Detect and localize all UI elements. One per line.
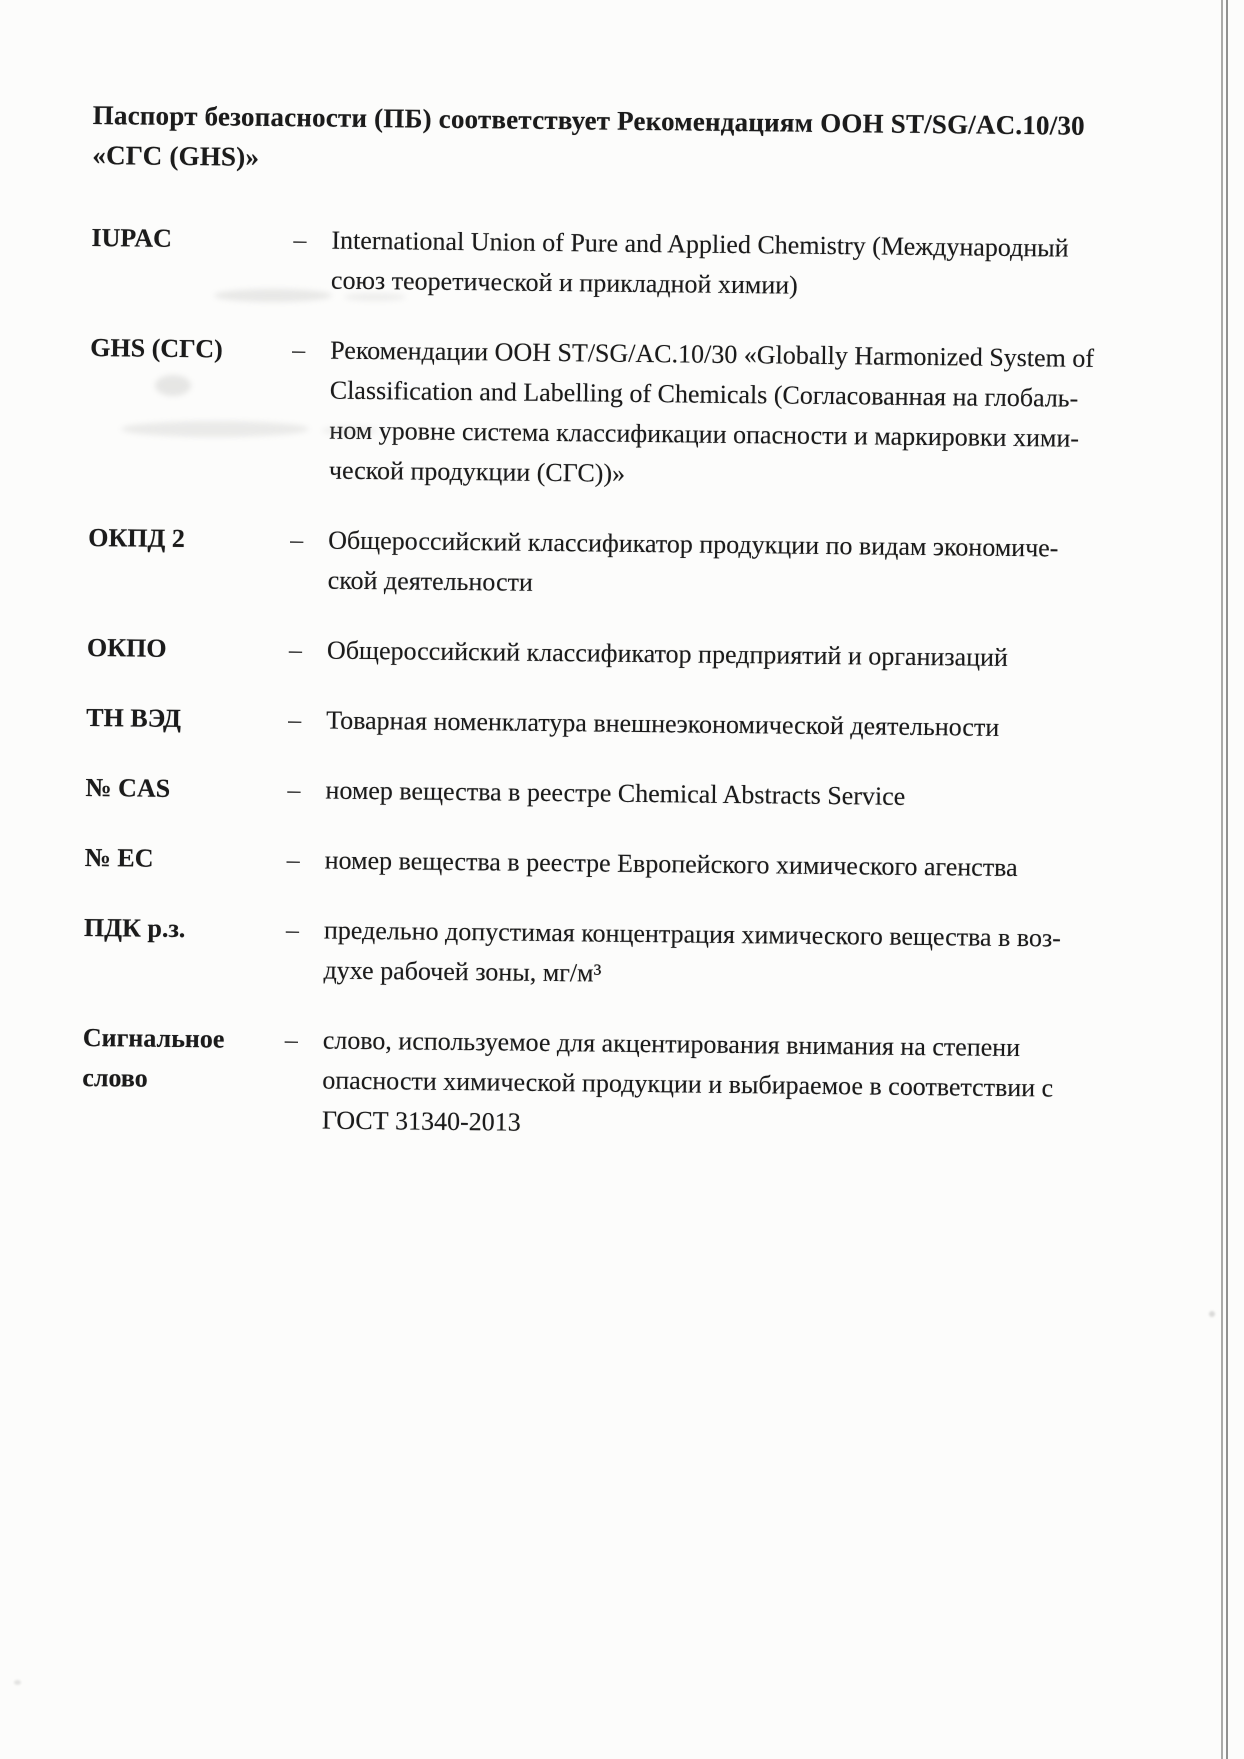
glossary-separator-dash: –	[292, 335, 306, 365]
glossary-definition-line: опасности химической продукции и выбираемое в соответствии с	[322, 1065, 1054, 1103]
glossary-term-line: ПДК р.з.	[83, 912, 186, 944]
glossary-term	[87, 628, 283, 670]
glossary-separator-dash: –	[285, 915, 300, 945]
glossary-definition-line: ческой продукции (СГС))»	[328, 455, 626, 488]
document-title-line: Паспорт безопасности (ПБ) соответствует Рекомендациям ООН ST/SG/AC.10/30	[92, 99, 1085, 141]
glossary-definition	[328, 521, 1129, 610]
glossary-definition-line: духе рабочей зоны, мг/м³	[323, 955, 602, 988]
scan-smudge	[155, 375, 191, 396]
glossary-term	[85, 768, 281, 810]
scan-smudge	[322, 426, 378, 435]
document-title-line: «СГС (GHS)»	[92, 139, 260, 172]
scan-page-edge-line	[1226, 0, 1228, 1759]
glossary-entry-tn-ved	[86, 698, 1126, 749]
glossary-definition	[322, 1021, 1123, 1150]
glossary-term-line: ОКПО	[86, 632, 167, 663]
glossary-definition	[329, 331, 1131, 500]
glossary-term	[82, 1018, 279, 1100]
glossary-term-line: № ЕС	[84, 842, 154, 873]
scan-page-edge-line	[1221, 0, 1223, 1759]
document-content	[81, 95, 1133, 1179]
glossary-definition	[325, 771, 1125, 820]
glossary-definition-line: Общероссийский классификатор продукции по видам экономиче-	[328, 525, 1059, 563]
glossary-term	[84, 908, 280, 950]
glossary-term-line: GHS (СГС)	[90, 332, 223, 364]
glossary-term	[91, 218, 287, 260]
glossary-definition	[327, 631, 1127, 680]
glossary-entry-okpd2	[88, 518, 1129, 609]
glossary-separator-dash: –	[293, 225, 307, 255]
scan-speck	[1209, 1311, 1215, 1317]
glossary-definition-line: ном уровне система классификации опасности и маркировки хими-	[329, 415, 1080, 453]
glossary-definition	[331, 221, 1132, 310]
glossary-term-line: ТН ВЭД	[86, 702, 182, 733]
glossary-definition-line: Товарная номенклатура внешнеэкономической деятельности	[326, 705, 1000, 742]
glossary-term-line: IUPAC	[91, 222, 173, 253]
glossary-entry-ghs	[89, 328, 1131, 499]
scan-speck	[14, 1680, 21, 1685]
glossary-separator-dash: –	[288, 635, 303, 665]
glossary-term-line: Сигнальное	[82, 1022, 225, 1054]
glossary-definition-line: предельно допустимая концентрация химического вещества в воз-	[323, 915, 1062, 953]
glossary-entry-signal-word	[82, 1018, 1123, 1149]
glossary-definition-line: Classification and Labelling of Chemicals (Согласованная на глобаль-	[329, 375, 1079, 413]
glossary-separator-dash: –	[286, 845, 300, 875]
glossary-term	[86, 698, 282, 740]
glossary-definition-line: International Union of Pure and Applied Chemistry (Международный	[331, 225, 1069, 263]
glossary-term-line: № CAS	[85, 772, 171, 803]
glossary-definition	[325, 841, 1125, 890]
glossary-entry-pdk-rz	[83, 908, 1124, 999]
glossary-definition-line: ской деятельности	[327, 565, 534, 597]
glossary-definition-line: Общероссийский классификатор предприятий и организаций	[326, 635, 1009, 672]
glossary-definition-line: союз теоретической и прикладной химии)	[330, 265, 798, 300]
glossary-entry-ec-number	[85, 838, 1125, 889]
glossary-term-line: слово	[82, 1062, 148, 1093]
glossary-definition-line: номер вещества в реестре Европейского химического агенства	[324, 845, 1018, 883]
glossary-term	[90, 328, 286, 370]
scan-smudge	[344, 293, 406, 301]
glossary-definition-line: номер вещества в реестре Chemical Abstracts Service	[325, 775, 906, 811]
glossary-entry-okpo	[87, 628, 1127, 679]
document-title	[92, 95, 1133, 186]
glossary-separator-dash: –	[287, 775, 301, 805]
glossary-definition	[326, 701, 1126, 750]
scan-smudge	[214, 289, 332, 302]
glossary-definition-line: слово, используемое для акцентирования внимания на степени	[322, 1025, 1021, 1063]
glossary-definition	[323, 911, 1124, 1000]
glossary-separator-dash: –	[290, 525, 304, 555]
glossary-separator-dash: –	[284, 1025, 298, 1055]
glossary-list	[82, 218, 1132, 1149]
glossary-term	[88, 518, 284, 560]
glossary-separator-dash: –	[288, 705, 302, 735]
glossary-term-line: ОКПД 2	[88, 522, 186, 554]
glossary-definition-line: ГОСТ 31340-2013	[321, 1105, 521, 1137]
glossary-definition-line: Рекомендации ООН ST/SG/AC.10/30 «Globally Harmonized System of	[330, 335, 1095, 373]
scan-smudge	[121, 421, 309, 437]
glossary-entry-cas-number	[85, 768, 1125, 819]
glossary-term	[85, 838, 281, 880]
